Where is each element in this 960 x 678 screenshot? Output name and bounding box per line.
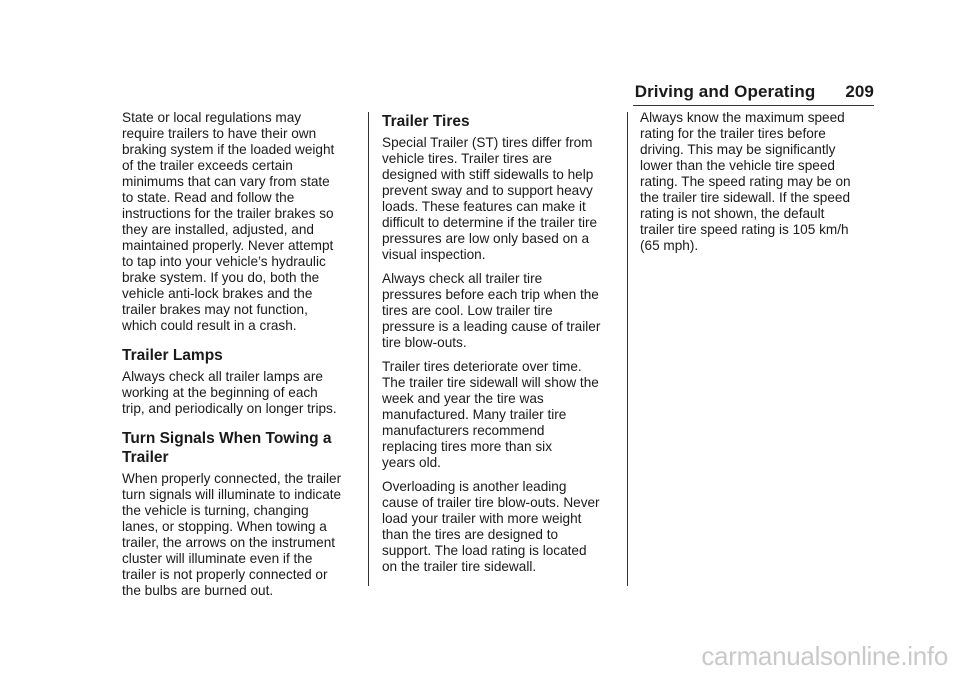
watermark: carmanualsonline.info — [701, 641, 948, 671]
trailer-brakes-paragraph: State or local regulations may require trailers to have their own braking system if the loaded weight of the trailer exceeds certain minimums that can vary from state to state. Read and follow the instructions for the trailer brakes so they are installed, adjusted, and maintained properly. Never attempt to tap into your vehicle’s hydraulic brake system. If you do, both the vehicle anti-lock brakes and the trailer brakes may not function, which could result in a crash. — [122, 110, 335, 333]
page-number: 209 — [845, 82, 874, 101]
turn-signals-heading: Turn Signals When Towing a Trailer — [122, 430, 332, 466]
turn-signals-paragraph: When properly connected, the trailer turn signals will illuminate to indicate the vehicle is turning, changing lanes, or stopping. When towing a trailer, the arrows on the instrument cluster will illuminate even if the trailer is not properly connected or the bulbs are burned out. — [122, 471, 342, 598]
column-divider — [368, 112, 369, 586]
column-left — [122, 110, 358, 607]
page-header — [635, 82, 874, 102]
column-right — [640, 110, 876, 262]
trailer-tires-paragraph-1: Special Trailer (ST) tires differ from vehicle tires. Trailer tires are designed with stiff sidewalls to help prevent sway and to support heavy loads. These features can make it difficult to determine if the trailer tire pressures are low only based on a visual inspection. — [382, 135, 598, 262]
column-middle — [382, 110, 618, 583]
column-divider — [627, 112, 628, 586]
trailer-lamps-paragraph: Always check all trailer lamps are working at the beginning of each trip, and periodically on longer trips. — [122, 369, 337, 416]
trailer-tires-paragraph-4: Overloading is another leading cause of trailer tire blow-outs. Never load your trailer with more weight than the tires are designed to support. The load rating is located on the trailer tire sidewall. — [382, 479, 600, 574]
section-title: Driving and Operating — [634, 82, 816, 101]
trailer-tires-paragraph-2: Always check all trailer tire pressures before each trip when the tires are cool. Low trailer tire pressure is a leading cause of trailer tire blow-outs. — [382, 271, 601, 350]
trailer-tires-heading: Trailer Tires — [382, 113, 470, 130]
trailer-tires-paragraph-3: Trailer tires deteriorate over time. The trailer tire sidewall will show the week and year the tire was manufactured. Many trailer tire manufacturers recommend replacing tires more than six years old. — [382, 359, 599, 470]
header-rule — [633, 105, 874, 106]
trailer-lamps-heading: Trailer Lamps — [122, 347, 223, 364]
speed-rating-paragraph: Always know the maximum speed rating for the trailer tires before driving. This may be significantly lower than the vehicle tire speed rating. The speed rating may be on the trailer tire sidewall. If the speed rating is not shown, the default trailer tire speed rating is 105 km/h (65 mph). — [640, 110, 851, 253]
